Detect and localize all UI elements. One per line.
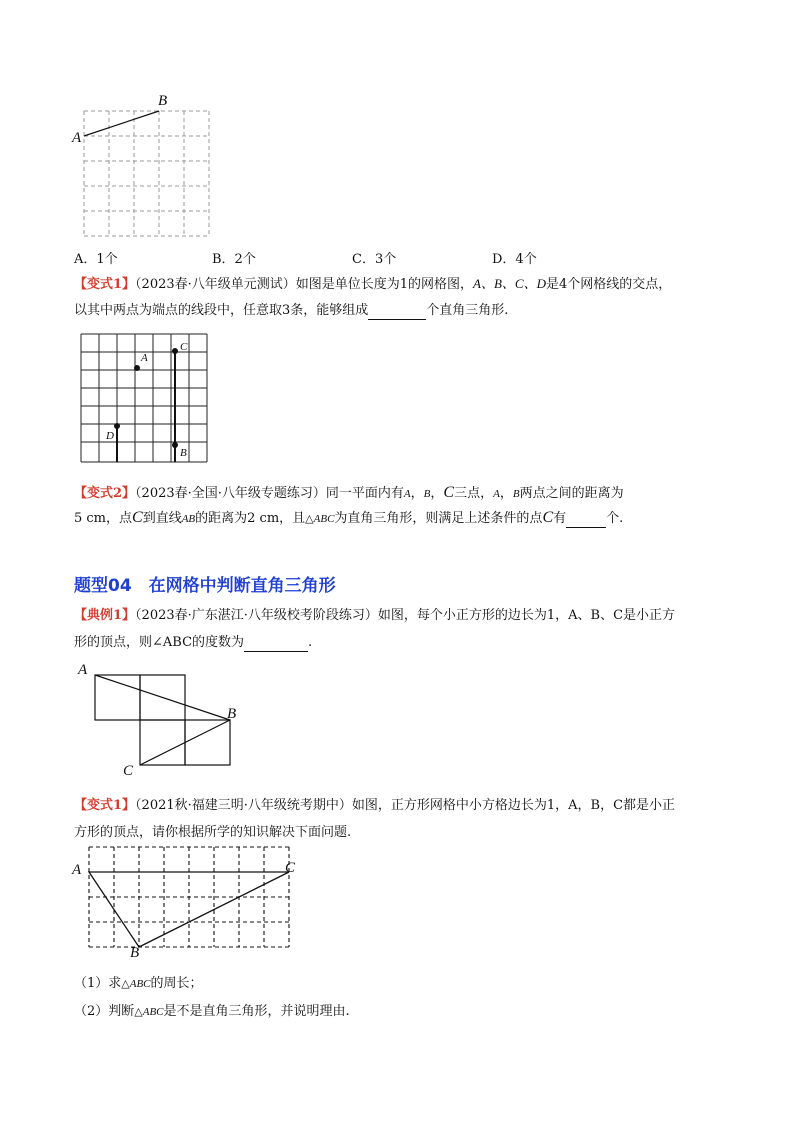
q4-tag: 【变式1】 <box>74 798 136 813</box>
point-a <box>134 365 140 371</box>
option-b: B．2个 <box>212 252 256 267</box>
segment-ab <box>84 111 159 136</box>
figure-4-grid <box>80 840 300 960</box>
figure-2-grid <box>75 330 215 470</box>
sub-question-2: （2）判断△ABC是不是直角三角形，并说明理由. <box>74 1004 350 1019</box>
answer-blank[interactable] <box>368 305 426 320</box>
point-d <box>114 423 120 429</box>
fig2-label-a: A <box>141 352 148 364</box>
q2-line-1: 【变式2】（2023春·全国·八年级专题练习）同一平面内有A，B，C三点，A，B两点之间的距离为 <box>74 484 624 501</box>
q3-line-2: 形的顶点，则∠ABC的度数为 . <box>74 635 313 650</box>
q2-tag: 【变式2】 <box>74 486 136 501</box>
q3-tag: 【典例1】 <box>74 608 136 623</box>
q2-line-2: 5 cm，点C到直线AB的距离为2 cm，且△ABC为直角三角形，则满足上述条件的点C有 个. <box>74 509 624 526</box>
fig2-label-b: B <box>180 447 187 459</box>
fig4-label-c: C <box>285 860 296 876</box>
answer-blank[interactable] <box>566 513 606 528</box>
fig4-label-a: A <box>72 862 82 878</box>
fig4-label-b: B <box>130 945 140 961</box>
fig3-label-c: C <box>123 763 134 779</box>
q4-line-2: 方形的顶点，请你根据所学的知识解决下面问题. <box>74 825 352 840</box>
option-c: C．3个 <box>352 252 397 267</box>
section-title: 题型04 在网格中判断直角三角形 <box>74 576 336 596</box>
point-c <box>172 348 178 354</box>
answer-blank[interactable] <box>244 637 308 652</box>
figure-1-grid <box>70 95 220 245</box>
q4-line-1: 【变式1】（2021秋·福建三明·八年级统考期中）如图，正方形网格中小方格边长为1，A，B，C都是小正 <box>74 798 676 813</box>
fig2-label-d: D <box>106 430 114 442</box>
point-b <box>172 442 178 448</box>
fig1-label-a: A <box>72 130 82 146</box>
option-a: A．1个 <box>74 252 118 267</box>
sub-question-1: （1）求△ABC的周长； <box>74 976 203 991</box>
fig3-label-a: A <box>78 662 88 678</box>
option-d: D．4个 <box>492 252 537 267</box>
fig2-label-c: C <box>180 341 188 353</box>
q3-line-1: 【典例1】（2023春·广东湛江·八年级校考阶段练习）如图，每个小正方形的边长为1，A、B、C是小正方 <box>74 608 676 623</box>
q1-tag: 【变式1】 <box>74 277 136 292</box>
q1-line-2: 以其中两点为端点的线段中，任意取3条，能够组成 个直角三角形. <box>74 303 509 318</box>
fig3-label-b: B <box>227 706 237 722</box>
q1-line-1: 【变式1】（2023春·八年级单元测试）如图是单位长度为1的网格图，A、B、C、D是4个网格线的交点， <box>74 276 672 292</box>
fig1-label-b: B <box>158 93 168 109</box>
figure-3-squares <box>85 670 245 770</box>
